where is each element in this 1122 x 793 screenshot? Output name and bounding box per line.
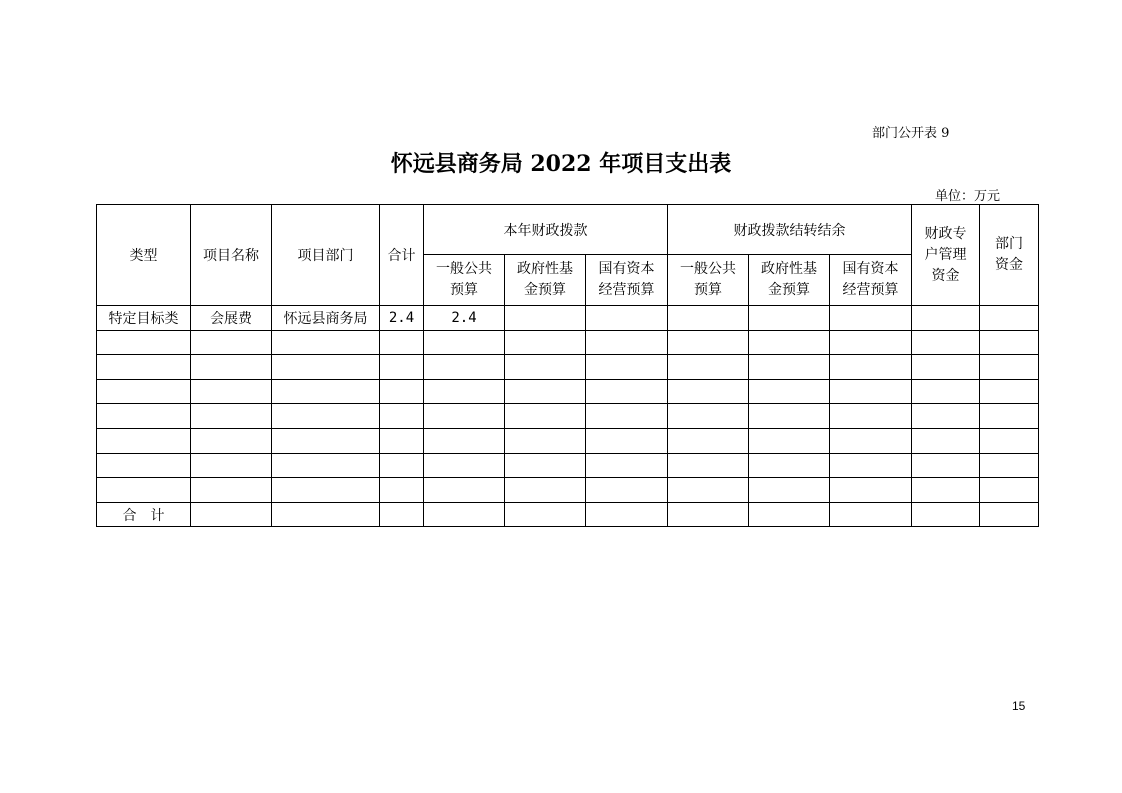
table-cell xyxy=(586,478,668,503)
header-state-capital-budget: 国有资本经营预算 xyxy=(830,255,912,306)
table-cell: 2.4 xyxy=(380,306,424,331)
header-type: 类型 xyxy=(97,205,191,306)
table-cell xyxy=(272,478,380,503)
table-cell xyxy=(586,355,668,380)
table-cell xyxy=(912,478,980,503)
table-cell xyxy=(912,306,980,331)
header-fiscal-special-account: 财政专户管理资金 xyxy=(912,205,980,306)
table-cell xyxy=(586,502,668,527)
page-title: 怀远县商务局 2022 年项目支出表 xyxy=(390,151,732,177)
table-cell xyxy=(980,330,1039,355)
table-cell xyxy=(191,330,272,355)
table-cell xyxy=(749,453,830,478)
project-expenditure-table xyxy=(96,204,1039,527)
table-row xyxy=(97,453,1039,478)
table-cell xyxy=(272,453,380,478)
table-cell xyxy=(97,355,191,380)
table-row xyxy=(97,379,1039,404)
table-cell xyxy=(830,428,912,453)
table-cell xyxy=(668,355,749,380)
table-cell xyxy=(380,355,424,380)
table-cell xyxy=(980,306,1039,331)
table-cell xyxy=(272,502,380,527)
table-cell xyxy=(424,379,505,404)
table-cell xyxy=(380,330,424,355)
table-cell xyxy=(424,502,505,527)
table-cell xyxy=(830,453,912,478)
table-cell xyxy=(272,428,380,453)
header-total: 合计 xyxy=(380,205,424,306)
table-cell xyxy=(97,478,191,503)
table-cell xyxy=(505,428,586,453)
table-cell xyxy=(424,453,505,478)
header-general-public-budget: 一般公共预算 xyxy=(668,255,749,306)
table-cell xyxy=(586,453,668,478)
table-row xyxy=(97,306,1039,331)
table-cell xyxy=(191,428,272,453)
table-cell xyxy=(97,379,191,404)
table-cell xyxy=(830,404,912,429)
table-cell xyxy=(424,355,505,380)
table-cell xyxy=(191,355,272,380)
table-cell xyxy=(749,355,830,380)
table-cell xyxy=(668,379,749,404)
table-cell xyxy=(830,502,912,527)
table-cell xyxy=(191,502,272,527)
table-cell xyxy=(505,330,586,355)
table-cell xyxy=(912,379,980,404)
table-row xyxy=(97,330,1039,355)
table-cell xyxy=(380,379,424,404)
total-row xyxy=(97,502,1039,527)
header-current-year-appropriation: 本年财政拨款 xyxy=(424,205,668,255)
table-cell xyxy=(424,404,505,429)
table-cell xyxy=(380,428,424,453)
table-body xyxy=(97,306,1039,503)
table-cell xyxy=(380,502,424,527)
table-cell xyxy=(668,330,749,355)
table-cell xyxy=(749,502,830,527)
table-cell xyxy=(980,428,1039,453)
table-cell xyxy=(980,502,1039,527)
table-row xyxy=(97,355,1039,380)
table-cell xyxy=(272,379,380,404)
table-cell xyxy=(424,478,505,503)
table-cell xyxy=(380,478,424,503)
table-cell xyxy=(749,306,830,331)
table-cell xyxy=(586,330,668,355)
table-cell xyxy=(749,379,830,404)
table-cell xyxy=(272,355,380,380)
table-cell xyxy=(980,453,1039,478)
table-cell xyxy=(380,453,424,478)
table-cell xyxy=(749,330,830,355)
header-department: 项目部门 xyxy=(272,205,380,306)
table-cell xyxy=(380,404,424,429)
table-cell xyxy=(505,379,586,404)
table-cell xyxy=(980,404,1039,429)
table-cell xyxy=(505,306,586,331)
table-cell xyxy=(586,379,668,404)
table-cell xyxy=(191,404,272,429)
table-row xyxy=(97,478,1039,503)
header-government-fund-budget: 政府性基金预算 xyxy=(505,255,586,306)
header-state-capital-budget: 国有资本经营预算 xyxy=(586,255,668,306)
table-cell xyxy=(97,453,191,478)
table-cell xyxy=(830,379,912,404)
table-cell xyxy=(912,428,980,453)
table-cell xyxy=(668,453,749,478)
table-cell xyxy=(97,330,191,355)
table-cell xyxy=(912,404,980,429)
unit-label: 单位：万元 xyxy=(935,189,1001,204)
header-general-public-budget: 一般公共预算 xyxy=(424,255,505,306)
table-cell xyxy=(830,355,912,380)
header-appropriation-carryover: 财政拨款结转结余 xyxy=(668,205,912,255)
table-cell xyxy=(912,355,980,380)
table-cell xyxy=(272,330,380,355)
table-cell: 会展费 xyxy=(191,306,272,331)
table-label: 部门公开表 9 xyxy=(872,126,950,141)
table-cell: 特定目标类 xyxy=(97,306,191,331)
table-cell xyxy=(424,428,505,453)
page-number: 15 xyxy=(1012,699,1026,713)
table-cell xyxy=(191,379,272,404)
table-cell xyxy=(830,478,912,503)
table-cell xyxy=(980,355,1039,380)
table-cell xyxy=(97,428,191,453)
table-cell xyxy=(668,306,749,331)
header-government-fund-budget: 政府性基金预算 xyxy=(749,255,830,306)
header-department-funds: 部门资金 xyxy=(980,205,1039,306)
table-cell xyxy=(191,453,272,478)
total-row-label: 合计 xyxy=(97,502,191,527)
table-cell xyxy=(505,355,586,380)
table-cell xyxy=(668,478,749,503)
table-cell xyxy=(272,404,380,429)
table-cell xyxy=(586,404,668,429)
header-project-name: 项目名称 xyxy=(191,205,272,306)
table-cell xyxy=(912,453,980,478)
table-cell xyxy=(912,502,980,527)
table-cell xyxy=(668,404,749,429)
table-row xyxy=(97,428,1039,453)
table-cell xyxy=(586,306,668,331)
table-cell xyxy=(912,330,980,355)
table-cell xyxy=(980,379,1039,404)
table-cell xyxy=(668,428,749,453)
table-cell xyxy=(505,404,586,429)
table-cell xyxy=(424,330,505,355)
table-cell xyxy=(749,404,830,429)
table-cell xyxy=(505,478,586,503)
table-cell xyxy=(586,428,668,453)
table-row xyxy=(97,404,1039,429)
table-cell xyxy=(830,306,912,331)
table-cell xyxy=(749,428,830,453)
table-cell xyxy=(505,453,586,478)
table-cell xyxy=(191,478,272,503)
table-cell: 2.4 xyxy=(424,306,505,331)
table-cell xyxy=(830,330,912,355)
table-cell xyxy=(97,404,191,429)
table-cell xyxy=(749,478,830,503)
table-cell xyxy=(980,478,1039,503)
table-cell xyxy=(668,502,749,527)
table-cell xyxy=(505,502,586,527)
table-cell: 怀远县商务局 xyxy=(272,306,380,331)
